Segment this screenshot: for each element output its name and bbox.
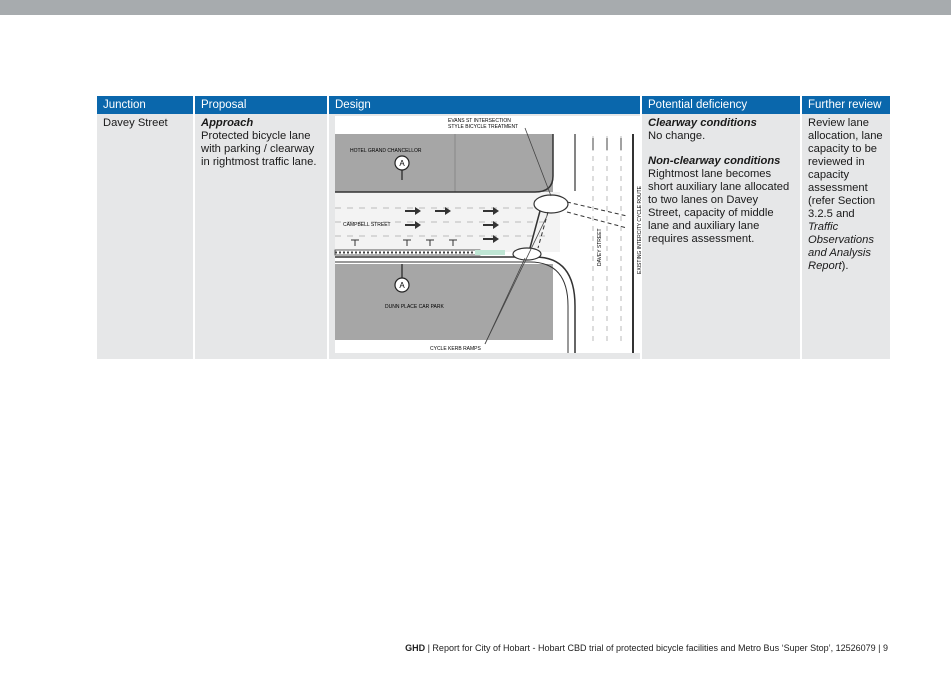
clearway-text: No change.: [648, 130, 706, 142]
clearway-title: Clearway conditions: [648, 117, 757, 129]
label-carpark: DUNN PLACE CAR PARK: [385, 304, 444, 310]
table-row: [97, 114, 890, 359]
header-design: Design: [328, 96, 641, 114]
footer-text: | Report for City of Hobart - Hobart CBD trial of protected bicycle facilities and Metro Bus ‘Super Stop’, 12526079 | 9: [425, 643, 888, 653]
header-junction: Junction: [97, 96, 194, 114]
design-diagram: [335, 116, 642, 353]
nonclearway-title: Non-clearway conditions: [648, 155, 781, 167]
proposal-text: Protected bicycle lane with parking / clearway in rightmost traffic lane.: [201, 130, 317, 168]
hotel-block: [335, 134, 553, 192]
review-table: [97, 96, 890, 359]
further-italic: Traffic Observations and Analysis Report: [808, 221, 874, 272]
marker-a-bottom: A: [399, 281, 405, 290]
label-ramps: CYCLE KERB RAMPS: [430, 346, 481, 352]
label-treatment-1: EVANS ST INTERSECTION: [448, 118, 511, 124]
junction-name: Davey Street: [103, 117, 168, 129]
table-header-row: [97, 96, 890, 114]
proposal-title: Approach: [201, 117, 254, 129]
header-proposal: Proposal: [194, 96, 328, 114]
top-bar: [0, 0, 951, 15]
label-davey: DAVEY STREET: [597, 228, 603, 266]
further-text-2: ).: [841, 260, 849, 272]
cell-further-review: [801, 114, 890, 359]
cell-design: [328, 114, 641, 359]
label-route: EXISTING INTERCITY CYCLE ROUTE: [637, 186, 643, 274]
cell-proposal: [194, 114, 328, 359]
label-treatment-2: STYLE BICYCLE TREATMENT: [448, 124, 519, 130]
page-footer: [405, 643, 888, 653]
label-hotel: HOTEL GRAND CHANCELLOR: [350, 148, 422, 154]
header-deficiency: Potential deficiency: [641, 96, 801, 114]
footer-brand: GHD: [405, 643, 426, 653]
label-campbell: CAMPBELL STREET: [343, 222, 391, 228]
marker-a-top: A: [399, 159, 405, 168]
header-further-review: Further review: [801, 96, 890, 114]
nonclearway-text: Rightmost lane becomes short auxiliary lane allocated to two lanes on Davey Street, capacity of middle lane and auxiliary lane requires assessment.: [648, 168, 790, 245]
cell-junction: [97, 114, 194, 359]
further-text-1: Review lane allocation, lane capacity to be reviewed in capacity assessment (refer Section 3.2.5 and: [808, 117, 883, 220]
carpark-block: [335, 264, 553, 340]
cell-deficiency: [641, 114, 801, 359]
